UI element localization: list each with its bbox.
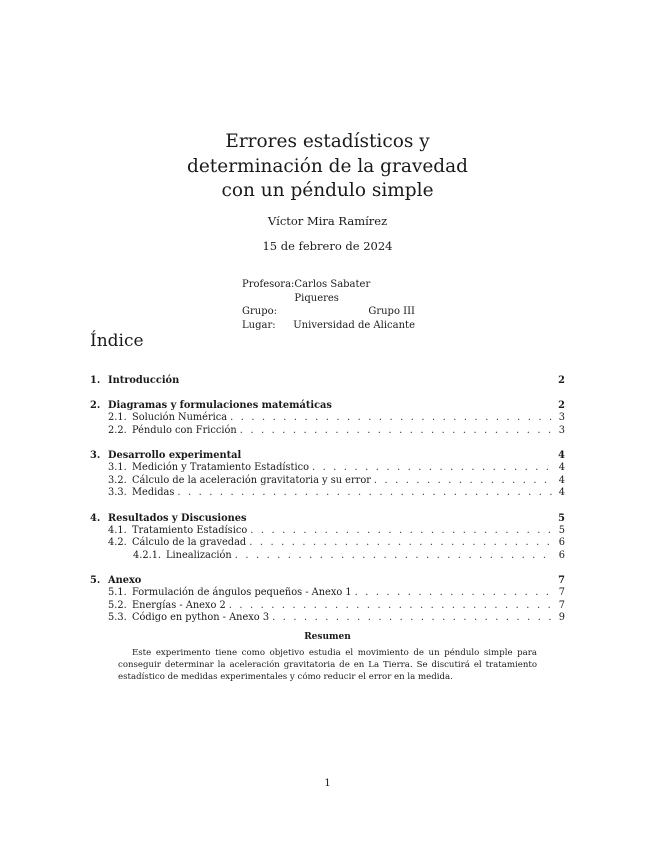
toc-sub-title: Código en python - Anexo 3: [132, 612, 270, 623]
toc-subsection[interactable]: [90, 525, 565, 538]
toc-sub-title: Formulación de ángulos pequeños - Anexo 1: [132, 587, 352, 598]
toc-page-number: 7: [558, 575, 565, 586]
toc-sub-title: Tratamiento Estadísico: [132, 524, 248, 536]
toc-subsection[interactable]: [90, 612, 565, 625]
toc-leader-dots: [240, 425, 553, 438]
toc-sub-title: Cálculo de la gravedad: [132, 537, 247, 548]
toc-subsection[interactable]: [90, 462, 565, 475]
toc-section[interactable]: [90, 574, 565, 587]
toc-leader-dots: [229, 600, 553, 613]
toc-page-number: 3: [558, 412, 565, 423]
toc-page-number: 2: [558, 375, 565, 386]
toc-sub-number: 3.3.: [108, 487, 127, 498]
toc-leader-dots: [355, 587, 553, 600]
toc-page-number: 2: [558, 400, 565, 411]
toc-page-number: 3: [558, 424, 565, 436]
toc-sub-number: 2.2.: [108, 424, 127, 436]
toc-section-title: Anexo: [108, 575, 142, 586]
toc-page-number: 6: [558, 537, 565, 548]
title-line: Errores estadísticos y: [225, 131, 430, 152]
meta-row-grupo: [242, 305, 415, 319]
toc-section[interactable]: [90, 374, 565, 387]
toc-page-number: 4: [558, 487, 565, 498]
toc-sub-number: 5.2.: [108, 599, 127, 611]
table-of-contents: [90, 374, 565, 625]
toc-subsubsection[interactable]: [90, 550, 565, 563]
toc-subsection[interactable]: [90, 600, 565, 613]
toc-page-number: 5: [558, 524, 565, 536]
toc-subsection[interactable]: [90, 587, 565, 600]
toc-section-title: Resultados y Discusiones: [108, 512, 247, 524]
toc-subsection[interactable]: [90, 425, 565, 438]
toc-section-title: Desarrollo experimental: [108, 450, 242, 461]
toc-subsection[interactable]: [90, 475, 565, 488]
toc-section-number: 4.: [90, 512, 101, 524]
toc-section-number: 5.: [90, 575, 101, 586]
toc-sub-number: 5.3.: [108, 612, 127, 623]
meta-label: Lugar:: [242, 319, 276, 331]
abstract-heading: Resumen: [304, 632, 351, 642]
toc-section-number: 1.: [90, 375, 101, 386]
toc-sub-title: Linealización: [166, 549, 232, 561]
meta-value: Carlos Sabater Piqueres: [294, 279, 371, 304]
meta-row-lugar: [242, 319, 415, 333]
toc-sub-number: 4.2.: [108, 537, 127, 548]
toc-section[interactable]: [90, 449, 565, 462]
title-line: determinación de la gravedad: [187, 155, 468, 177]
toc-leader-dots: [272, 612, 553, 625]
toc-subsection[interactable]: [90, 537, 565, 550]
toc-page-number: 5: [558, 512, 565, 524]
toc-sub-number: 3.2.: [108, 474, 127, 486]
page-number: 1: [324, 778, 331, 789]
toc-page-number: 4: [558, 462, 565, 473]
toc-leader-dots: [230, 412, 553, 425]
toc-page-number: 9: [558, 612, 565, 623]
toc-sub-number: 5.1.: [108, 587, 127, 598]
document-title: [0, 130, 655, 204]
toc-page-number: 6: [558, 549, 565, 561]
toc-page-number: 4: [558, 450, 565, 461]
meta-value: Universidad de Alicante: [293, 319, 415, 331]
document-date: 15 de febrero de 2024: [262, 239, 393, 253]
meta-label: Profesora:: [242, 279, 295, 290]
toc-sub-number: 2.1.: [108, 412, 127, 423]
toc-leader-dots: [250, 525, 553, 538]
toc-leader-dots: [249, 537, 553, 550]
toc-leader-dots: [374, 475, 553, 488]
toc-section-number: 3.: [90, 450, 101, 461]
toc-sub-title: Medidas: [132, 487, 175, 498]
meta-value: Grupo III: [368, 306, 415, 317]
toc-subsection[interactable]: [90, 412, 565, 425]
toc-section-number: 2.: [90, 400, 101, 411]
toc-subsection[interactable]: [90, 487, 565, 500]
toc-heading: Índice: [90, 331, 144, 351]
toc-section[interactable]: [90, 399, 565, 412]
toc-page-number: 7: [558, 599, 565, 611]
toc-sub-number: 4.1.: [108, 524, 127, 536]
toc-sub-number: 3.1.: [108, 462, 127, 473]
toc-leader-dots: [235, 550, 553, 563]
meta-label: Grupo:: [242, 306, 277, 317]
toc-section-title: Introducción: [108, 375, 180, 386]
meta-row-profesora: [242, 278, 415, 305]
toc-leader-dots: [312, 462, 553, 475]
toc-page-number: 4: [558, 474, 565, 486]
toc-sub-title: Medición y Tratamiento Estadístico: [132, 462, 309, 473]
title-line: con un péndulo simple: [221, 180, 434, 201]
toc-section-title: Diagramas y formulaciones matemáticas: [108, 400, 332, 411]
abstract-text: Este experimento tiene como objetivo estudia el movimiento de un péndulo simple para conseguir determinar la aceleración gravitatoria de en La Tierra. Se discutirá el tratamiento estadístico de medidas experimentales y cómo reducir el error en la medida.: [118, 648, 537, 682]
toc-sub-title: Solución Numérica: [132, 412, 228, 423]
toc-sub-title: Cálculo de la aceleración gravitatoria y su error: [132, 474, 371, 486]
toc-sub-number: 4.2.1.: [133, 549, 162, 561]
toc-page-number: 7: [558, 587, 565, 598]
toc-sub-title: Péndulo con Fricción: [132, 424, 237, 436]
author-name: Víctor Mira Ramírez: [267, 214, 388, 228]
toc-section[interactable]: [90, 512, 565, 525]
toc-leader-dots: [177, 487, 553, 500]
metadata-block: [242, 278, 415, 332]
toc-sub-title: Energías - Anexo 2: [132, 599, 226, 611]
